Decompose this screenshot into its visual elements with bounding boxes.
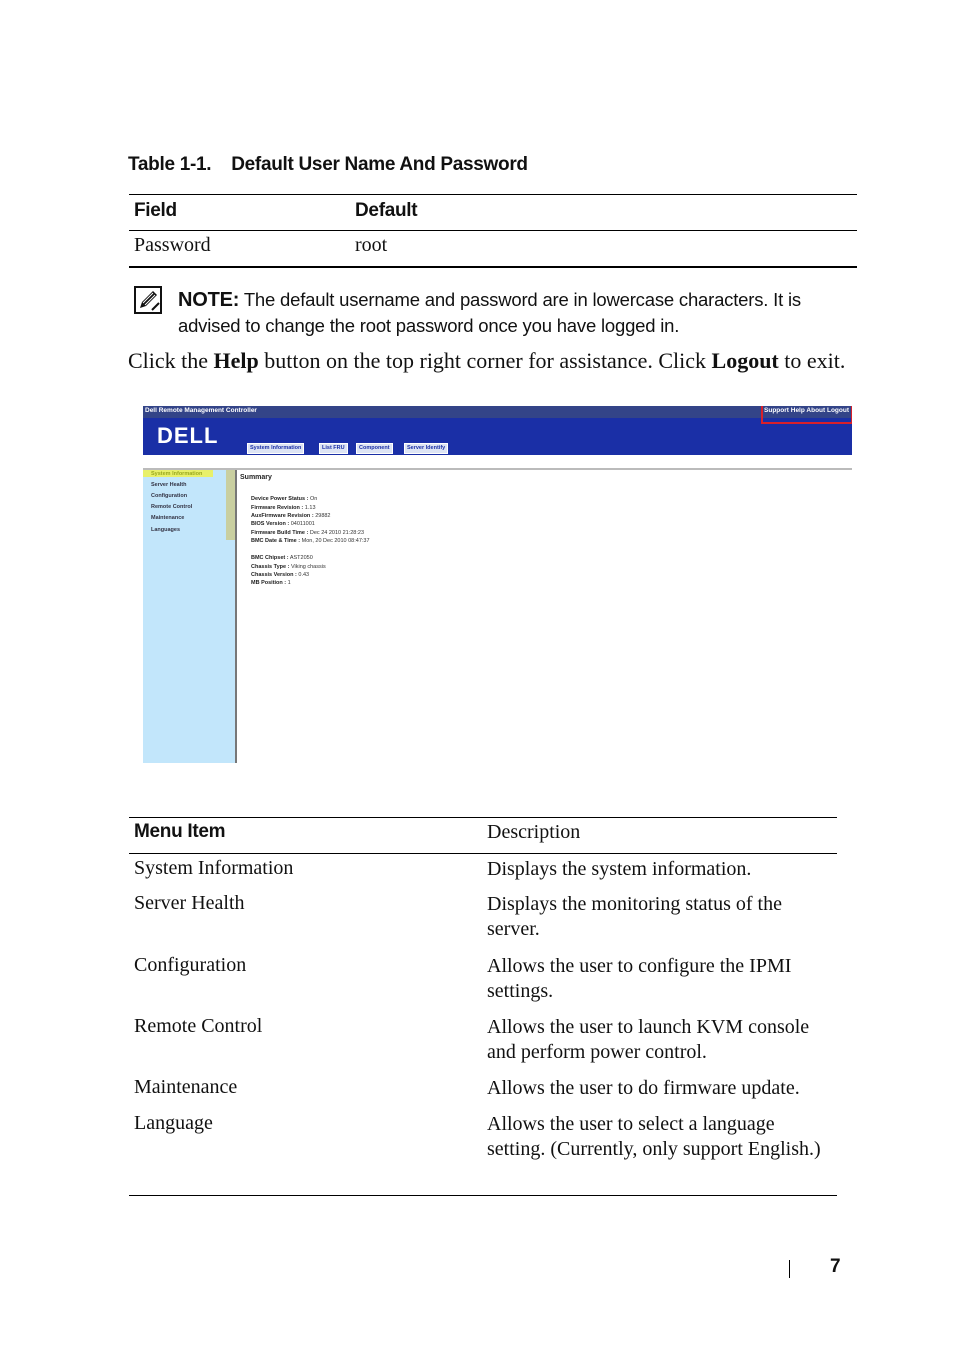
table-caption-title: Default User Name And Password	[231, 154, 528, 175]
cell-default-root: root	[355, 234, 388, 256]
sidebar-item-remote-control[interactable]: Remote Control	[151, 504, 193, 510]
table-bottom-rule	[129, 266, 857, 268]
summary-title: Summary	[240, 474, 272, 481]
banner-gap	[143, 455, 852, 469]
table-row: Remote Control	[134, 1015, 263, 1037]
sidebar-item-languages[interactable]: Languages	[151, 527, 181, 533]
header-field: Field	[134, 200, 177, 221]
menu-table-top-rule	[129, 817, 837, 818]
nav-system-information[interactable]: System Information	[247, 443, 304, 454]
table-top-rule	[129, 194, 857, 195]
para-help-term: Help	[213, 348, 259, 373]
dell-logo: DELL	[157, 423, 219, 448]
header-description: Description	[487, 821, 581, 843]
nav-server-identify[interactable]: Server Identify	[404, 443, 448, 454]
para-text-2: button on the top right corner for assistance. Click	[258, 348, 712, 373]
table-caption-number: Table 1-1.	[128, 154, 212, 175]
table-row-desc: Displays the system information.	[487, 858, 752, 880]
summary-row: Firmware Build Time : Dec 24 2010 21:28:23	[251, 530, 365, 536]
table-row: System Information	[134, 857, 294, 879]
help-logout-paragraph	[128, 347, 858, 374]
sidebar-scrollbar[interactable]	[226, 470, 235, 540]
summary-row: Firmware Revision : 1.13	[251, 505, 316, 511]
sidebar-item-configuration[interactable]: Configuration	[151, 493, 188, 499]
sidebar-item-system-information[interactable]: System Information	[151, 471, 203, 477]
menu-table-bottom-rule	[129, 1195, 837, 1196]
summary-row: BMC Date & Time : Mon, 20 Dec 2010 08:47:37	[251, 538, 370, 544]
cell-field-password: Password	[134, 234, 211, 256]
table-row-desc: Allows the user to do firmware update.	[487, 1077, 800, 1099]
sidebar-item-server-health[interactable]: Server Health	[151, 482, 187, 488]
bmc-screenshot	[143, 406, 852, 763]
summary-row: Chassis Type : Viking chassis	[251, 564, 326, 570]
summary-row: BIOS Version : 04011001	[251, 521, 315, 527]
bmc-app-title: Dell Remote Management Controller	[145, 407, 257, 414]
bmc-sidebar	[143, 470, 235, 763]
table-row: Configuration	[134, 954, 247, 976]
header-menu-item: Menu Item	[134, 821, 226, 842]
sidebar-item-maintenance[interactable]: Maintenance	[151, 515, 185, 521]
table-row-desc: Allows the user to configure the IPMI settings.	[487, 955, 792, 1002]
folio-divider	[789, 1260, 790, 1278]
table-row-desc: Allows the user to launch KVM console and perform power control.	[487, 1016, 810, 1063]
table-row-desc: Allows the user to select a language setting. (Currently, only support English.)	[487, 1113, 821, 1160]
table-row-desc: Displays the monitoring status of the server.	[487, 893, 782, 940]
note-label: NOTE:	[178, 289, 240, 311]
note-body: The default username and password are in lowercase characters. It is advised to change the root password once you have logged in.	[178, 289, 801, 336]
para-text-1: Click the	[128, 348, 214, 373]
note-text	[178, 287, 838, 339]
table-header-rule	[129, 230, 857, 231]
header-default: Default	[355, 200, 418, 221]
note-pencil-icon	[134, 286, 162, 314]
summary-row: Device Power Status : On	[251, 496, 318, 502]
table-row: Server Health	[134, 892, 245, 914]
summary-row: Chassis Version : 0.43	[251, 572, 310, 578]
nav-component[interactable]: Component	[356, 443, 393, 454]
page-number: 7	[830, 1256, 841, 1277]
table-row: Maintenance	[134, 1076, 238, 1098]
table-row: Language	[134, 1112, 213, 1134]
sidebar-divider	[235, 470, 237, 763]
para-text-3: to exit.	[778, 348, 846, 373]
table-caption	[128, 154, 528, 176]
nav-list-fru[interactable]: List FRU	[319, 443, 348, 454]
banner-divider	[143, 468, 852, 470]
highlight-box	[761, 406, 852, 424]
bmc-title-bar	[143, 406, 852, 418]
menu-table-header-rule	[129, 853, 837, 854]
summary-row: MB Position : 1	[251, 580, 291, 586]
summary-row: AuxFirmware Revision : 29882	[251, 513, 331, 519]
summary-row: BMC Chipset : AST2050	[251, 555, 313, 561]
para-logout-term: Logout	[711, 348, 779, 373]
bmc-top-links[interactable]: Support Help About Logout	[764, 407, 849, 414]
